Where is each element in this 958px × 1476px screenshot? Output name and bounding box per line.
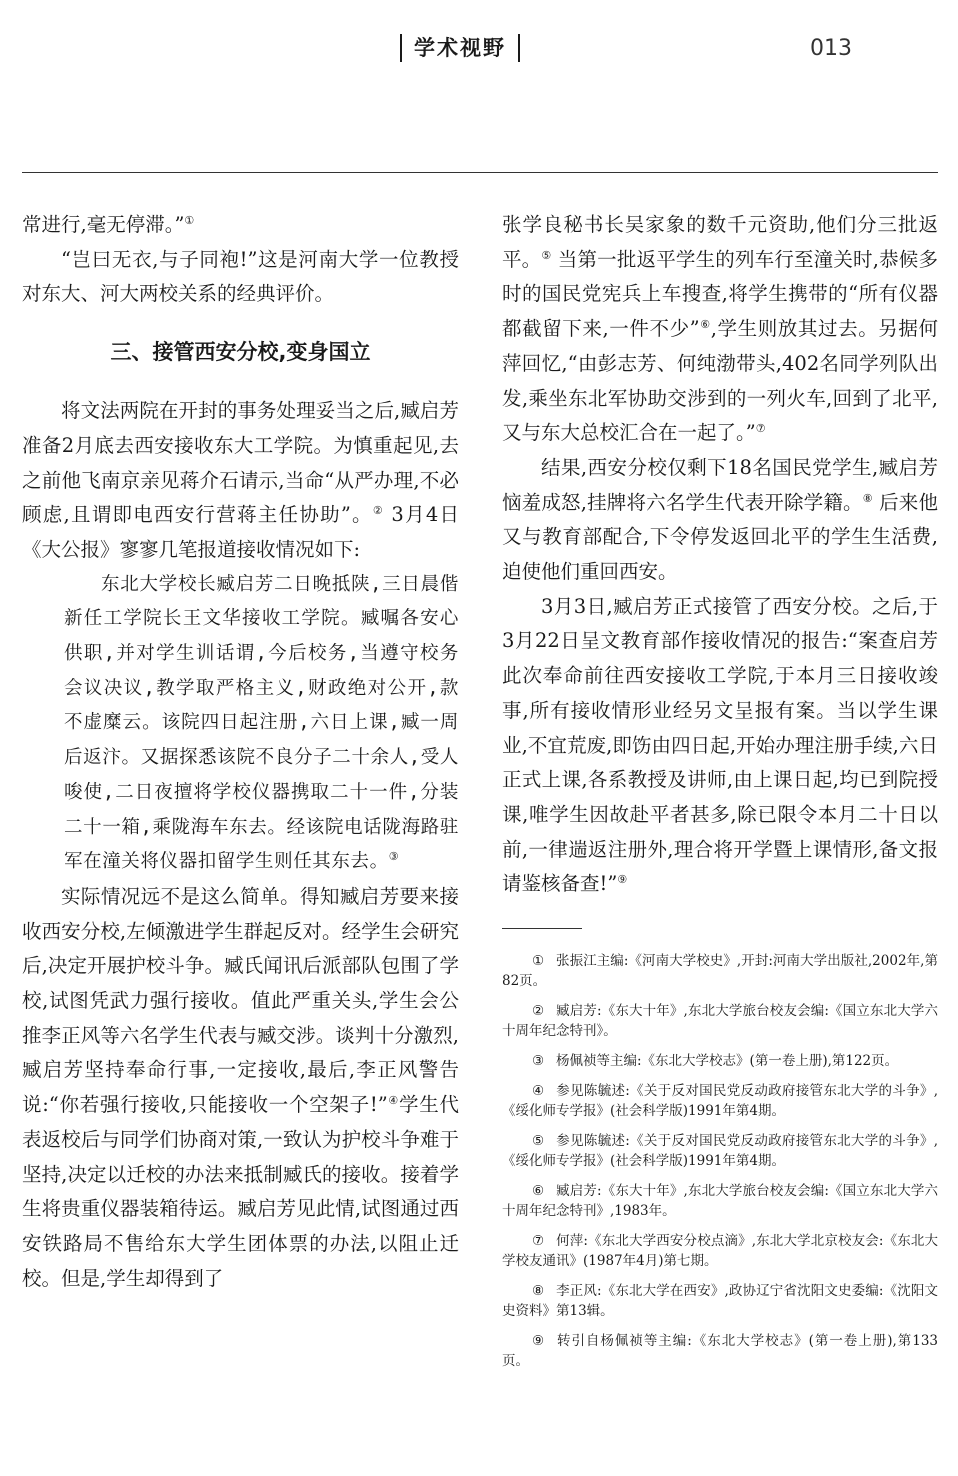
footnote-ref[interactable]: ④ xyxy=(387,1094,400,1108)
footnote-ref[interactable]: ⑥ xyxy=(699,318,711,332)
footnote: ② 臧启芳:《东大十年》,东北大学旅台校友会编:《国立东北大学六十周年纪念特刊》。 xyxy=(502,1003,938,1040)
footnote-number: ② xyxy=(531,1003,545,1020)
page-number: 013 xyxy=(810,36,852,61)
paragraph: 实际情况远不是这么简单。得知臧启芳要来接收西安分校,左倾激进学生群起反对。经学生会研究后,决定开展护校斗争。臧氏闻讯后派部队包围了学校,试图凭武力强行接收。值此严重关头,学生会公推李正风等六名学生代表与臧交涉。谈判十分激烈,臧启芳坚持奉命行事,一定接收,最后,李正风警告说:“你若强行接收,只能接收一个空架子!”④学生代表返校后与同学们协商对策,一致认为护校斗争难于坚持,决定以迁校的办法来抵制臧氏的接收。接着学生将贵重仪器装箱待运。臧启芳见此情,试图通过西安铁路局不售给东大学生团体票的办法,以阻止迁校。但是,学生却得到了 xyxy=(22,884,459,1290)
section-heading: 三、接管西安分校,变身国立 xyxy=(110,340,371,365)
paragraph: 常进行,毫无停滞。”① xyxy=(22,213,195,236)
footnote: ⑦ 何萍:《东北大学西安分校点滴》,东北大学北京校友会:《东北大学校友通讯》(1987年4月)第七期。 xyxy=(502,1233,938,1270)
paragraph: 将文法两院在开封的事务处理妥当之后,臧启芳准备2月底去西安接收东大工学院。为慎重起见,去之前他飞南京亲见蒋介石请示,当命“从严办理,不必顾虑,且谓即电西安行营蒋主任协助”。② 3月4日《大公报》寥寥几笔报道接收情况如下: xyxy=(22,399,459,561)
footnote-ref[interactable]: ⑧ xyxy=(862,491,873,505)
footnote-number: ④ xyxy=(531,1083,545,1100)
footnote-number: ⑦ xyxy=(531,1233,545,1250)
footnote: ④ 参见陈毓述:《关于反对国民党反动政府接管东北大学的斗争》,《绥化师专学报》(社会科学版)1991年第4期。 xyxy=(502,1083,938,1120)
footnote-number: ③ xyxy=(531,1053,545,1070)
footnote-number: ⑨ xyxy=(531,1333,545,1350)
footnote: ⑧ 李正风:《东北大学在西安》,政协辽宁省沈阳文史委编:《沈阳文史资料》第13辑。 xyxy=(502,1283,938,1320)
footnote-rule xyxy=(502,928,582,929)
header-right-bar xyxy=(518,34,520,62)
block-quote xyxy=(64,568,459,880)
paragraph: 张学良秘书长吴家象的数千元资助,他们分三批返平。⑤ 当第一批返平学生的列车行至潼关时,恭候多时的国民党宪兵上车搜查,将学生携带的“所有仪器都截留下来,一件不少”⑥,学生则放其过去。另据何萍回忆,“由彭志芳、何纯渤带头,402名同学列队出发,乘坐东北军协助交涉到的一列火车,回到了北平,又与东大总校汇合在一起了。”⑦ xyxy=(502,213,938,445)
paragraph: 结果,西安分校仅剩下18名国民党学生,臧启芳恼羞成怒,挂牌将六名学生代表开除学籍。⑧ 后来他又与教育部配合,下令停发返回北平的学生生活费,迫使他们重回西安。 xyxy=(502,455,938,584)
section-label: 学术视野 xyxy=(414,36,506,60)
footnote-number: ⑧ xyxy=(531,1283,545,1300)
footnote-number: ⑥ xyxy=(531,1183,545,1200)
footnotes xyxy=(502,951,938,1371)
footnote-ref[interactable]: ⑦ xyxy=(755,422,766,436)
footnote: ⑥ 臧启芳:《东大十年》,东北大学旅台校友会编:《国立东北大学六十周年纪念特刊》,1983年。 xyxy=(502,1183,938,1220)
header-left-bar xyxy=(400,34,402,62)
paragraph: “岂曰无衣,与子同袍!”这是河南大学一位教授对东大、河大两校关系的经典评价。 xyxy=(22,247,459,306)
footnote-ref[interactable]: ① xyxy=(184,214,195,227)
header-rule xyxy=(22,172,938,173)
footnote: ① 张振江主编:《河南大学校史》,开封:河南大学出版社,2002年,第82页。 xyxy=(502,953,938,990)
footnote: ⑨ 转引自杨佩祯等主编:《东北大学校志》(第一卷上册),第133页。 xyxy=(502,1333,938,1370)
footnote-ref[interactable]: ⑤ xyxy=(541,248,552,262)
footnote-number: ⑤ xyxy=(531,1133,545,1150)
quote-paragraph: 东北大学校长臧启芳二日晚抵陕,三日晨偕新任工学院长王文华接收工学院。臧嘱各安心供职,并对学生训话谓,今后校务,当遵守校务会议决议,教学取严格主义,财政绝对公开,款不虚糜云。该院四日起注册,六日上课,臧一周后返汴。又据探悉该院不良分子二十余人,受人唆使,二日夜擅将学校仪器携取二十一件,分装二十一箱,乘陇海车东去。经该院电话陇海路驻军在潼关将仪器扣留学生则任其东去。③ xyxy=(64,573,459,873)
left-column xyxy=(22,208,459,1296)
footnote: ③ 杨佩祯等主编:《东北大学校志》(第一卷上册),第122页。 xyxy=(502,1051,938,1071)
footnote: ⑤ 参见陈毓述:《关于反对国民党反动政府接管东北大学的斗争》,《绥化师专学报》(社会科学版)1991年第4期。 xyxy=(502,1133,938,1170)
footnote-ref[interactable]: ⑨ xyxy=(617,873,628,887)
running-header xyxy=(400,30,520,64)
right-column xyxy=(502,208,938,1381)
footnote-ref[interactable]: ③ xyxy=(388,850,400,864)
footnote-number: ① xyxy=(531,953,545,970)
paragraph: 3月3日,臧启芳正式接管了西安分校。之后,于3月22日呈文教育部作接收情况的报告:“案查启芳此次奉命前往西安接收工学院,于本月三日接收竣事,所有接收情形业经另文呈报有案。当以学生课业,不宜荒废,即饬由四日起,开始办理注册手续,六日正式上课,各系教授及讲师,由上课日起,均已到院授课,唯学生因故赴平者甚多,除已限令本月二十日以前,一律遄返注册外,理合将开学暨上课情形,备文报请鉴核备查!”⑨ xyxy=(502,594,938,896)
footnote-ref[interactable]: ② xyxy=(372,504,384,518)
